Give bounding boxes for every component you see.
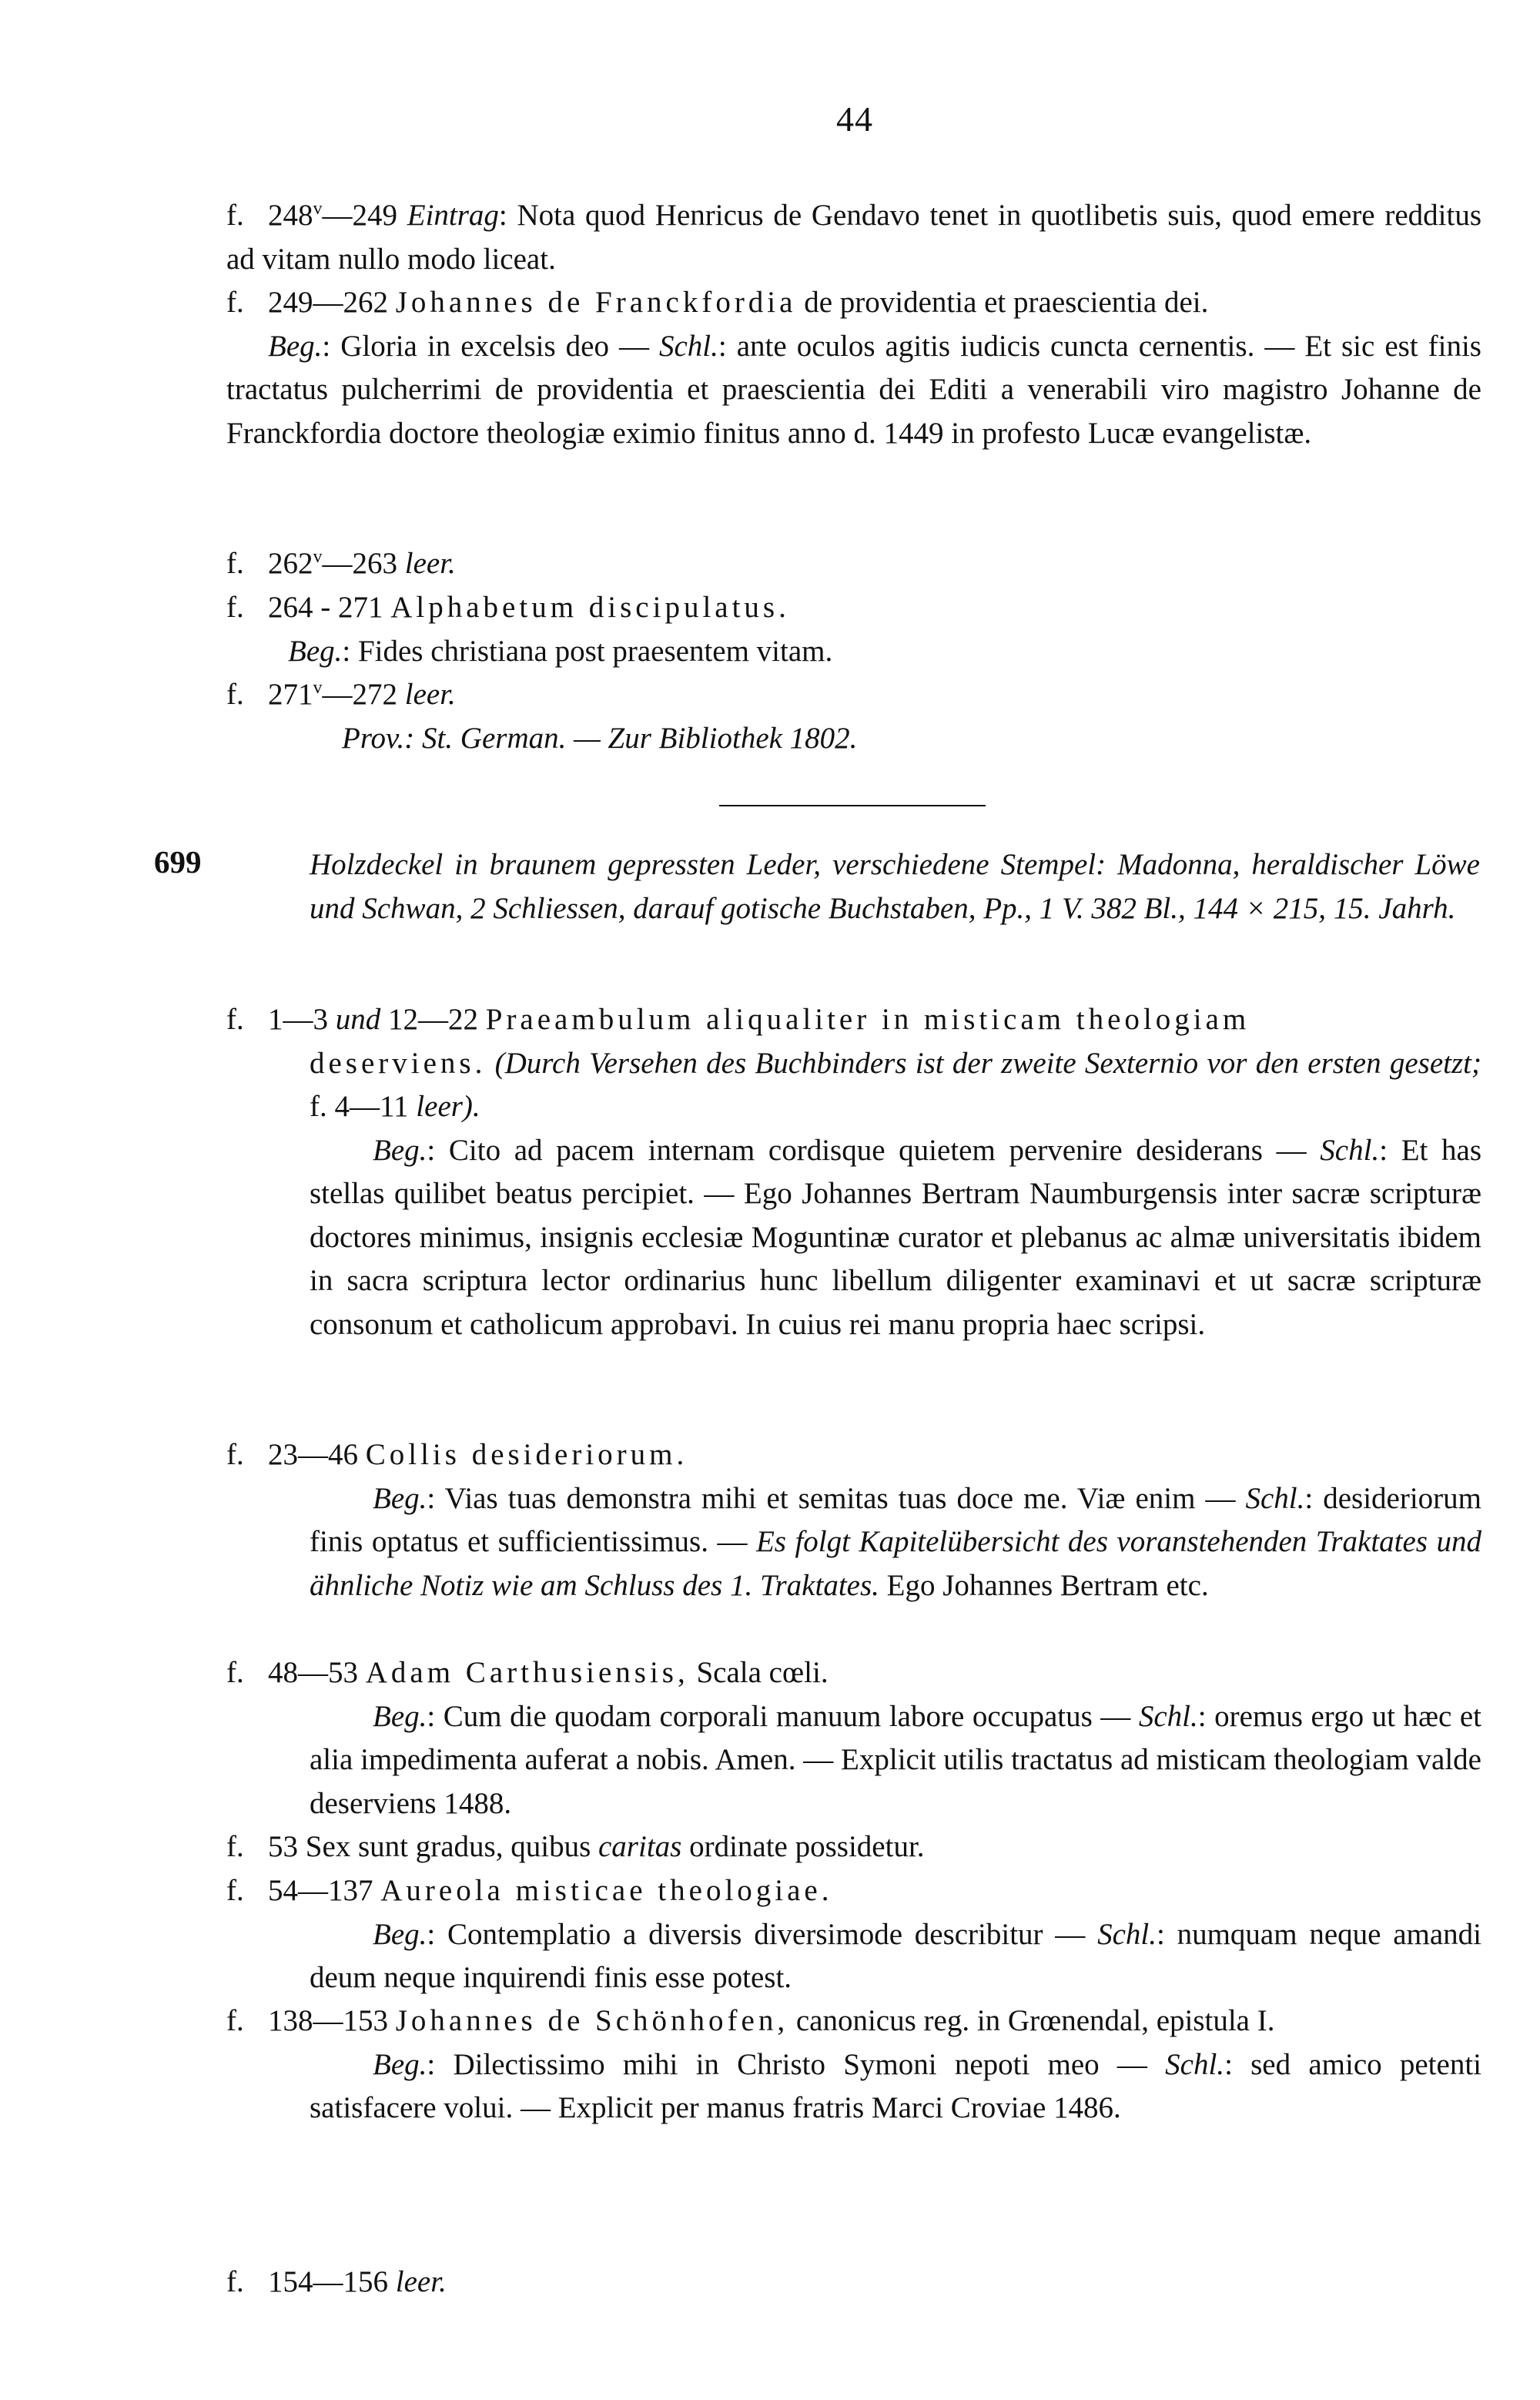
entry-262v: f. 262$^v$—263 leer. [226,547,456,580]
section-divider [719,805,986,806]
manuscript-number: 699 [154,844,202,880]
entry-271v: f. 271$^v$—272 leer. [226,678,456,711]
ms-entry-2: f. 23—46 Collis desideriorum. Beg.: Vias tuas demonstra mihi et semitas tuas doce me. Viæ enim — Schl.: desideriorum finis optatus et sufficientissimus. — Es folgt Kapitelübersicht des voranstehenden Traktates und ähnliche Notiz wie am Schluss des 1. Traktates. Ego Johannes Bertram etc. [226,1438,1481,1602]
author-name: Johannes de Franckfordia [395,286,797,319]
folio-label: f. [226,199,244,232]
ms-entry-5: f. 54—137 Aureola misticae theologiae. Beg.: Contemplatio a diversis diversimode describitur — Schl.: numquam neque amandi deum neque inquirendi finis esse potest. [226,1874,1481,1994]
entry-248v: f. 248$^v$—249 Eintrag: Nota quod Henricus de Gendavo tenet in quotlibetis suis, quod emere redditus ad vitam nullo modo liceat. [226,194,1481,281]
ms-entry-7: f. 154—156 leer. [226,2265,447,2298]
entry-249: f. 249—262 Johannes de Franckfordia de providentia et praescientia dei. Beg.: Gloria in excelsis deo — Schl.: ante oculos agitis iudicis cuncta cernentis. — Et sic est finis tractatus pulcherrimi de providentia et praescientia dei Editi a venerabili viro magistro Johanne de Franckfordia doctore theologiæ eximio finitus anno d. 1449 in profesto Lucæ evangelistæ. [226,286,1481,450]
ms-entry-1: f. 1—3 und 12—22 Praeambulum aliqualiter in misticam theologiam deserviens. (Durch Versehen des Buchbinders ist der zweite Sexternio vor den ersten gesetzt; f. 4—11 leer). Beg.: Cito ad pacem internam cordisque quietem pervenire desiderans — Schl.: Et has stellas quilibet beatus percipiet. — Ego Johannes Bertram Naumburgensis inter sacræ scripturæ doctores minimus, insignis ecclesiæ Moguntinæ curator et plebanus ac almæ universitatis ibidem in sacra scriptura lector ordinarius hunc libellum diligenter examinavi et ut sacræ scripturæ consonum et catholicum approbavi. In cuius rei manu propria haec scripsi. [226,1003,1482,1341]
ms-entry-3: f. 48—53 Adam Carthusiensis, Scala cœli. Beg.: Cum die quodam corporali manuum labore occupatus — Schl.: oremus ergo ut hæc et alia impedimenta auferat a nobis. Amen. — Explicit utilis tractatus ad misticam theologiam valde deserviens 1488. [226,1656,1482,1820]
provenance: Prov.: St. German. — Zur Bibliothek 1802. [342,722,858,755]
entry-264: f. 264 - 271 Alphabetum discipulatus. Beg.: Fides christiana post praesentem vitam. [226,591,833,668]
manuscript-description: Holzdeckel in braunem gepressten Leder, verschiedene Stempel: Madonna, heraldischer Löwe und Schwan, 2 Schliessen, darauf gotische Buchstaben, Pp., 1 V. 382 Bl., 144 × 215, 15. Jahrh. [310,848,1480,925]
ms-entry-6: f. 138—153 Johannes de Schönhofen, canonicus reg. in Grœnendal, epistula I. Beg.: Dilectissimo mihi in Christo Symoni nepoti meo — Schl.: sed amico petenti satisfacere volui. — Explicit per manus fratris Marci Croviae 1486. [226,2004,1481,2124]
ms-entry-4: f. 53 Sex sunt gradus, quibus caritas ordinate possidetur. [226,1830,925,1863]
page-number: 44 [836,99,873,139]
